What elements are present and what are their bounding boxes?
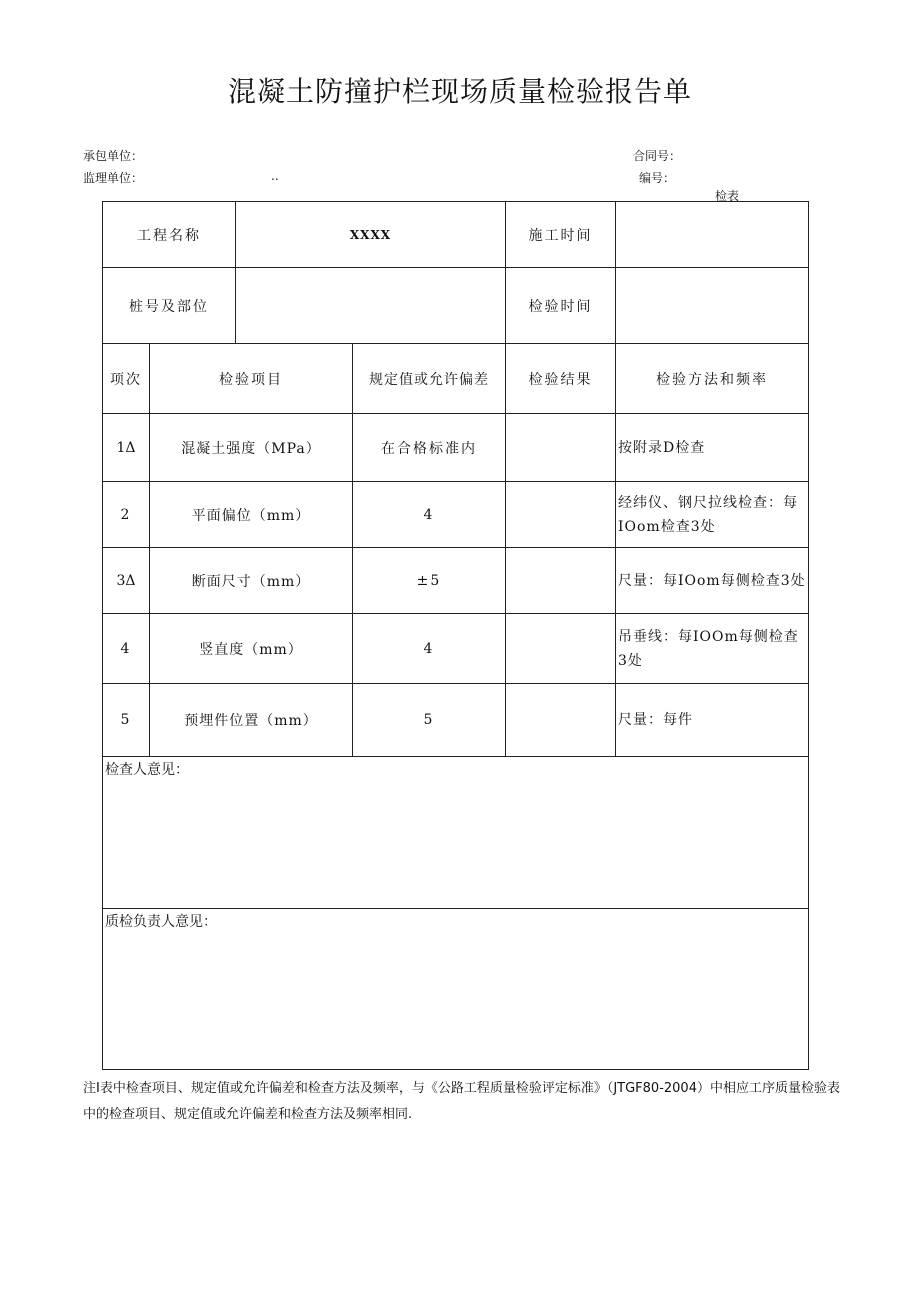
row-result [506, 548, 615, 613]
station-label: 桩号及部位 [129, 298, 209, 315]
inspector-opinion-field[interactable] [103, 757, 808, 908]
row-result [506, 414, 615, 481]
row-no: 2 [120, 506, 132, 523]
row-no: 4 [120, 640, 132, 657]
contractor-label: 承包单位： [83, 149, 144, 163]
station-value [236, 268, 505, 343]
header-no: 项次 [110, 371, 142, 388]
row-spec: 4 [423, 506, 435, 523]
row-method: 尺量：每IOom每侧检查3处 [618, 572, 806, 589]
quality-head-opinion-label: 质检负责人意见： [105, 914, 217, 930]
header-result: 检验结果 [528, 371, 593, 388]
project-name-value: XXXX [349, 227, 392, 242]
project-name-label: 工程名称 [137, 227, 201, 244]
row-item: 平面偏位（mm） [191, 507, 311, 524]
header-method: 检验方法和频率 [656, 371, 768, 388]
row-method: 尺量：每件 [618, 712, 693, 728]
inspection-form-table [102, 201, 809, 1070]
row-result [506, 684, 615, 756]
row-no: 5 [120, 712, 132, 728]
construction-time-label: 施工时间 [528, 227, 593, 244]
supervisor-value: .. [271, 169, 279, 183]
row-spec: 4 [423, 640, 435, 657]
row-spec: 5 [423, 712, 435, 728]
row-no: 1Δ [116, 439, 136, 456]
row-result [506, 614, 615, 683]
row-result [506, 482, 615, 547]
row-item: 竖直度（mm） [199, 641, 303, 658]
row-item: 断面尺寸（mm） [191, 573, 311, 590]
form-label: 检表 [715, 189, 740, 203]
supervisor-label: 监理单位： [83, 171, 144, 185]
header-spec: 规定值或允许偏差 [369, 371, 489, 388]
row-method: 按附录D检查 [618, 439, 706, 456]
inspection-time-value [616, 268, 808, 343]
contract-no-label: 合同号： [633, 149, 682, 163]
row-spec: ±5 [416, 572, 442, 589]
construction-time-value [616, 202, 808, 267]
page-title: 混凝土防撞护栏现场质量检验报告单 [227, 75, 692, 108]
row-method: 经纬仪、钢尺拉线检查：每IOom检查3处 [618, 494, 798, 535]
quality-head-opinion-field[interactable] [103, 909, 808, 1069]
row-method: 吊垂线：每IOOm每侧检查3处 [618, 628, 799, 669]
row-item: 混凝土强度（MPa） [181, 440, 321, 457]
number-label: 编号： [639, 171, 676, 185]
footnote: 注I表中检查项目、规定值或允许偏差和检查方法及频率，与《公路工程质量检验评定标准》（JTGF80-2004）中相应工序质量检验表中的检查项目、规定值或允许偏差和检查方法及频率相同. [83, 1081, 840, 1122]
header-item: 检验项目 [219, 371, 283, 388]
row-no: 3Δ [116, 572, 136, 589]
inspection-time-label: 检验时间 [528, 298, 593, 315]
row-item: 预埋件位置（mm） [184, 713, 318, 729]
inspector-opinion-label: 检查人意见： [105, 762, 189, 778]
row-spec: 在合格标准内 [381, 440, 477, 457]
